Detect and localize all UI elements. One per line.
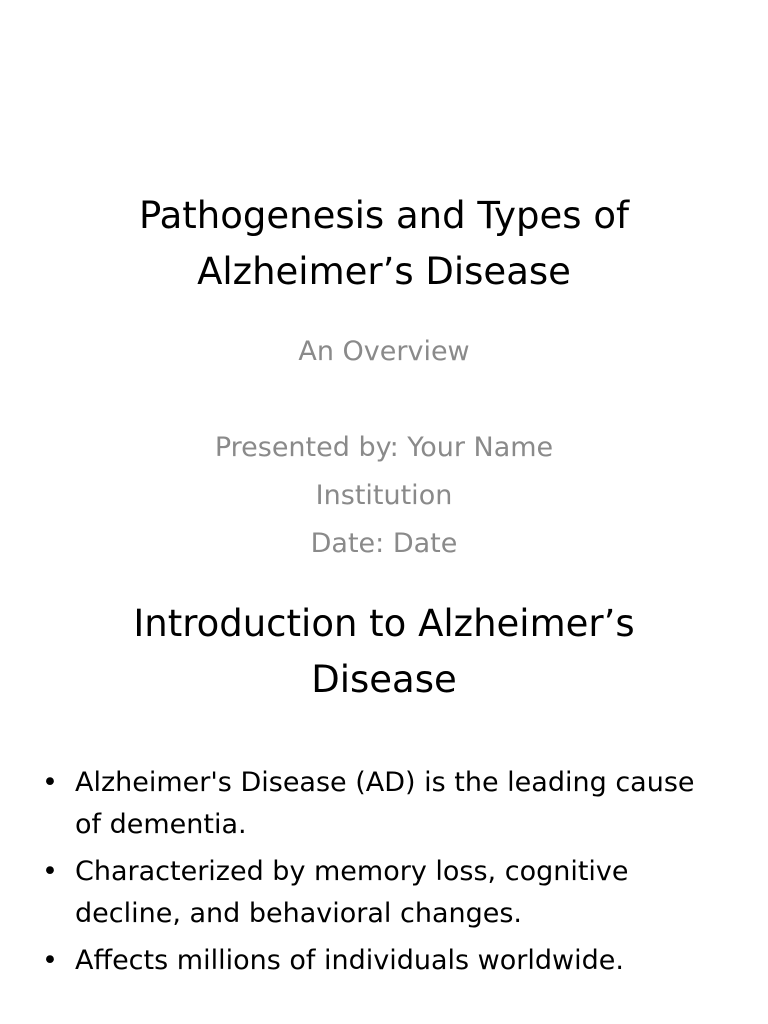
list-item [40,851,720,935]
slide-title-pathogenesis: Pathogenesis and Types of Alzheimer’s Disease [138,194,630,293]
presenter-info [60,424,708,568]
presenter-name: Presented by: Your Name [214,432,554,463]
presenter-date: Date: Date [310,528,458,559]
slide-subtitle [60,328,708,376]
bullet-icon: • [42,767,58,798]
list-item [40,762,720,846]
bullet-icon: • [42,856,58,887]
bullet-text: Characterized by memory loss, cognitive decline, and behavioral changes. [75,856,629,929]
presenter-institution: Institution [315,480,453,511]
bullet-list [40,762,720,987]
slide-title-introduction: Introduction to Alzheimer’s Disease [133,602,635,701]
bullet-text: Affects millions of individuals worldwide. [75,945,624,976]
bullet-icon: • [42,945,58,976]
subtitle-text: An Overview [298,336,470,367]
bullet-text: Alzheimer's Disease (AD) is the leading cause of dementia. [75,767,695,840]
list-item [40,940,720,982]
